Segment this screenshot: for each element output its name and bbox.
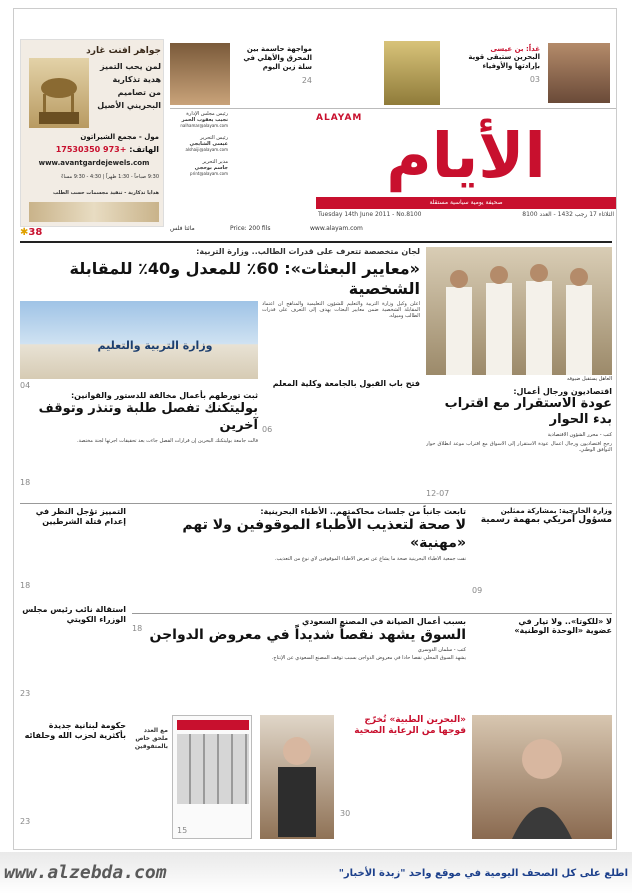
logo-ar: الأيام	[386, 119, 546, 192]
star-icon: ✱	[20, 227, 29, 238]
staff-chairman: رئيس مجلس الإدارة نجيب يعقوب الحمر nalhamar@alayam.com	[180, 111, 228, 128]
supplement-thumbnail[interactable]	[172, 715, 252, 839]
top-story-bin-isa[interactable]: غداً: بن عيسى البحرين ستبقى قوية بإرادتها والأوفياء 03	[468, 45, 540, 84]
main-story-headline[interactable]: «معايير البعثات»: 60٪ للمعدل و40٪ للمقابلة الشخصية	[69, 259, 420, 298]
polytechnic-story[interactable]: ثبت تورطهم بأعمال مخالفة للدستور والقوانين: بوليتكنك تفصل طلبة وتنذر وتوقف آخرين قالت جامعة بوليتكنك البحرين إن قرارات الفصل جاءت بعد تحقيقات أجرتها لجنة مختصة. 18	[20, 391, 258, 487]
us-official-story[interactable]: وزارة الخارجية: بمشاركة ممثلين مسؤول أمريكي بمهمة رسمية 09	[472, 507, 612, 595]
ad-phone[interactable]: +973 17530350	[55, 145, 127, 154]
main-story-kicker: لجان متخصصة تتعرف على قدرات الطالب.. وزارة التربية:	[196, 247, 420, 256]
bin-isa-portrait	[548, 43, 610, 103]
logo-en: ALAYAM	[316, 113, 363, 123]
supplement-label: مع العدد ملحق خاص بالمتفوقين	[134, 727, 168, 750]
graduation-photo	[260, 715, 334, 839]
sports-brief[interactable]: التمييز تؤجل النظر في إعدام قتلة الشرطيين 18	[20, 507, 126, 590]
newspaper-page	[13, 8, 617, 850]
ad-brand: جواهر افنت غارد	[86, 46, 161, 56]
ad-hours: 9:30 صباحاً - 1:30 ظهراً | 4:30 - 9:30 مساءً	[61, 174, 159, 180]
footer-slogan: اطلع على كل الصحف اليومية في موقع واحد "زبدة الأخبار"	[338, 868, 628, 879]
unity-story[interactable]: لا «للكوتا».. ولا تيار في عضوية «الوحدة الوطنية»	[514, 617, 612, 635]
staff-box	[170, 111, 228, 177]
university-story[interactable]: فتح باب القبول بالجامعة وكلية المعلم 06	[262, 379, 420, 434]
footer-website[interactable]: www.alzebda.com	[4, 862, 167, 883]
ministry-sign: وزارة التربية والتعليم	[97, 339, 213, 352]
staff-manager: مدير التحرير جاسم بوحجي print@alayam.com	[190, 159, 228, 176]
section-rule-1	[20, 503, 612, 504]
palace-caption: العاهل يستقبل ضيوفه	[566, 376, 612, 382]
website-bar	[170, 225, 616, 235]
economists-story[interactable]: اقتصاديون ورجال أعمال: عودة الاستقرار مع اقتراب بدء الحوار كتب - محرر الشؤون الاقتصادية رجح اقتصاديون ورجال أعمال عودة الاستقرار إلى الأسواق مع اقتراب موعد انطلاق حوار التوافق الوطني. 12-07	[426, 387, 612, 498]
issue-en: Tuesday 14th June 2011 - No.8100	[318, 211, 422, 218]
price-ar: مائتا فلس	[170, 225, 195, 232]
ad-note: هدايا تذكارية - تنفيذ مجسمات حسب الطلب	[53, 190, 159, 196]
website[interactable]: www.alayam.com	[310, 225, 363, 232]
ad-website[interactable]: www.avantgardejewels.com	[38, 159, 150, 167]
page-count-badge: ✱38	[20, 227, 43, 238]
top-story-sports[interactable]: مواجهة حاسمة بين المحرق والأهلي في سلة زين اليوم 24	[243, 45, 312, 85]
ad-mall: مول - مجمع الشيراتون	[80, 133, 159, 141]
doctors-story[interactable]: تابعت جانباً من جلسات محاكمتهم.. الأطباء البحرينية: لا صحة لتعذيب الأطباء الموقوفين ولا تهم «مهنية» نفت جمعية الأطباء البحرينية صحة ما يشاع عن تعرض الأطباء الموقوفين لأي نوع من التعذيب. 18	[132, 507, 466, 633]
main-story-body: أعلن وكيل وزارة التربية والتعليم للشؤون التعليمية والمناهج أن اعتماد المقابلة الشخصية ضمن معايير البعثات يهدف إلى التعرف على قدرات الطالب وميوله.	[262, 301, 420, 319]
main-story-page: 04	[20, 381, 31, 390]
poultry-story[interactable]: بسبب أعمال الصيانة في المصنع السعودي السوق يشهد نقصاً شديداً في معروض الدواجن كتب - سلمان الدوسري يشهد السوق المحلي نقصاً حاداً في معروض الدواجن بسبب توقف المصنع السعودي عن الإنتاج.	[149, 617, 466, 661]
supplement-page: 15	[177, 826, 188, 835]
section-rule-2	[132, 613, 612, 614]
footer	[0, 852, 632, 894]
kuwait-brief[interactable]: استقالة نائب رئيس مجلس الوزراء الكويتي 23	[20, 605, 126, 698]
medical-story[interactable]: «البحرين الطبية» تُخرّج فوجها من الرعاية الصحية 30	[340, 715, 466, 818]
people-figures	[426, 247, 612, 375]
lebanon-brief[interactable]: حكومة لبنانية جديدة بأكثرية لحزب الله وحلفائه 23	[20, 721, 126, 826]
staff-editor: رئيس التحرير عيسى الشايجي alshaiji@alayam.com	[185, 135, 228, 152]
trophy-photo	[384, 41, 440, 105]
tagline-bar: صحيفة يومية سياسية مستقلة	[316, 197, 616, 209]
ad-line3: من تصاميم	[117, 88, 161, 97]
ad-line2: هدية تذكارية	[112, 75, 161, 84]
masthead-rule	[20, 241, 612, 243]
masthead	[228, 111, 616, 223]
ad-phone-label: الهاتف:	[129, 145, 159, 154]
supplement-photo-grid	[177, 734, 249, 804]
ad-phone-row	[29, 146, 159, 153]
palace-photo	[426, 247, 612, 375]
top-stories-strip	[170, 37, 616, 109]
basketball-photo	[170, 43, 230, 105]
ad-photo-strip	[29, 202, 159, 222]
portrait-figure	[472, 715, 612, 839]
ad-line1: لمن يحب التميز	[100, 62, 161, 71]
woman-portrait-photo	[472, 715, 612, 839]
supplement-logo	[177, 720, 249, 730]
jewelry-ad[interactable]	[20, 39, 164, 227]
horse-icon	[29, 58, 89, 128]
price-en: Price: 200 fils	[230, 225, 271, 232]
ad-line4: البحريني الأصيل	[97, 101, 161, 110]
graduate-figure	[260, 715, 334, 839]
ministry-photo	[20, 301, 258, 379]
horse-statue-image	[29, 58, 89, 128]
issue-ar: الثلاثاء 17 رجب 1432 - العدد 8100	[522, 211, 614, 218]
